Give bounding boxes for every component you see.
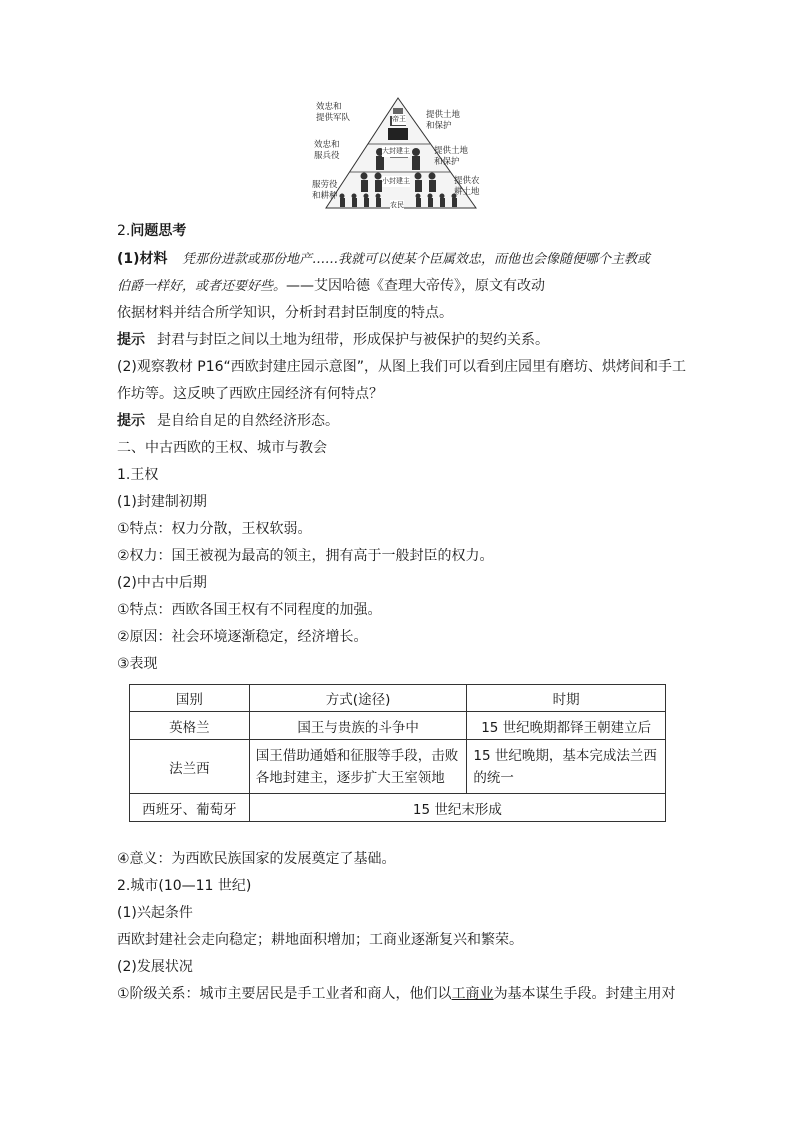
table-header: 时期: [467, 685, 666, 712]
kingship-late-1: ①特点：西欧各国王权有不同程度的加强。: [117, 602, 382, 618]
kingship-table: [129, 684, 666, 822]
label-peasant: 农民: [390, 201, 404, 209]
q1-material-line-1: [117, 250, 697, 269]
cell-method: 国王与贵族的斗争中: [249, 712, 467, 740]
q2-line-2: 作坊等。这反映了西欧庄园经济有何特点？: [117, 386, 383, 402]
label-top-right: 提供土地 和保护: [426, 110, 461, 131]
table-header-row: [130, 685, 666, 712]
label-bot-left: 服劳役 和耕种: [312, 180, 338, 201]
city-rise-text: 西欧封建社会走向稳定；耕地面积增加；工商业逐渐复兴和繁荣。: [117, 932, 523, 948]
q2-line-1: (2)观察教材 P16“西欧封建庄园示意图”，从图上我们可以看到庄园里有磨坊、烘烤间和手工: [117, 359, 687, 375]
label-mid-left: 效忠和 服兵役: [314, 140, 340, 161]
city-dev: (2)发展状况: [117, 959, 193, 975]
city-dev-1-post: 为基本谋生手段。封建主用对: [493, 986, 676, 1002]
q1-source: ——艾因哈德《查理大帝传》，原文有改动: [286, 278, 546, 294]
kingship-late: (2)中古中后期: [117, 575, 207, 591]
kingship-early: (1)封建制初期: [117, 494, 207, 510]
kingship-early-2: ②权力：国王被视为最高的领主，拥有高于一般封臣的权力。: [117, 548, 494, 564]
label-great-lord: 大封建主: [382, 147, 410, 155]
city-heading: 2.城市(10—11 世纪): [117, 878, 252, 894]
cell-country: 法兰西: [130, 740, 250, 794]
table-header: 方式(途径): [249, 685, 467, 712]
kingship-late-3: ③表现: [117, 656, 158, 672]
table-header: 国别: [130, 685, 250, 712]
kingship-heading: 1.王权: [117, 467, 159, 483]
city-rise: (1)兴起条件: [117, 905, 193, 921]
cell-country: 西班牙、葡萄牙: [130, 794, 250, 822]
cell-country: 英格兰: [130, 712, 250, 740]
tip-label: 提示: [117, 332, 145, 348]
q1-material-text-2: 伯爵一样好，或者还要好些。: [117, 279, 287, 294]
label-lesser-lord: 小封建主: [382, 177, 410, 185]
question-heading: [117, 222, 697, 240]
city-dev-1: [117, 985, 697, 1003]
label-mid-right: 提供土地 和保护: [434, 146, 469, 167]
part2-title: 二、中古西欧的王权、城市与教会: [117, 440, 327, 456]
city-dev-1-underlined: 工商业: [451, 986, 494, 1002]
cell-period: 15 世纪晚期，基本完成法兰西的统一: [467, 740, 666, 794]
table-row: [130, 794, 666, 822]
kingship-early-1: ①特点：权力分散，王权软弱。: [117, 521, 312, 537]
tip-label: 提示: [117, 413, 145, 429]
cell-merged-period: 15 世纪末形成: [249, 794, 665, 822]
q2-answer-text: 是自给自足的自然经济形态。: [157, 413, 339, 429]
q1-answer-text: 封君与封臣之间以土地为纽带，形成保护与被保护的契约关系。: [157, 332, 549, 348]
kingship-late-4: ④意义：为西欧民族国家的发展奠定了基础。: [117, 851, 396, 867]
q1-question: 依据材料并结合所学知识，分析封君封臣制度的特点。: [117, 305, 453, 321]
feudal-pyramid-figure: [306, 96, 496, 212]
cell-method: 国王借助通婚和征服等手段，击败各地封建主，逐步扩大王室领地: [249, 740, 467, 794]
q2-answer: [117, 412, 697, 430]
q1-material-line-2: [117, 277, 697, 296]
table-row: [130, 740, 666, 794]
cell-period: 15 世纪晚期都铎王朝建立后: [467, 712, 666, 740]
table-row: [130, 712, 666, 740]
label-king: 帝王: [392, 115, 406, 123]
q1-prefix: (1)材料: [117, 251, 168, 267]
heading-text: 问题思考: [130, 223, 187, 239]
city-dev-1-pre: ①阶级关系：城市主要居民是手工业者和商人，他们以: [117, 986, 452, 1002]
label-bot-right: 提供农 耕土地: [454, 176, 480, 197]
kingship-late-2: ②原因：社会环境逐渐稳定，经济增长。: [117, 629, 368, 645]
label-top-left: 效忠和 提供军队: [316, 102, 351, 123]
q1-material-text-1: 凭那份进款或那份地产……我就可以使某个臣属效忠，而他也会像随便哪个主教或: [182, 252, 651, 267]
heading-number: 2.: [117, 223, 131, 239]
q1-answer: [117, 331, 697, 349]
